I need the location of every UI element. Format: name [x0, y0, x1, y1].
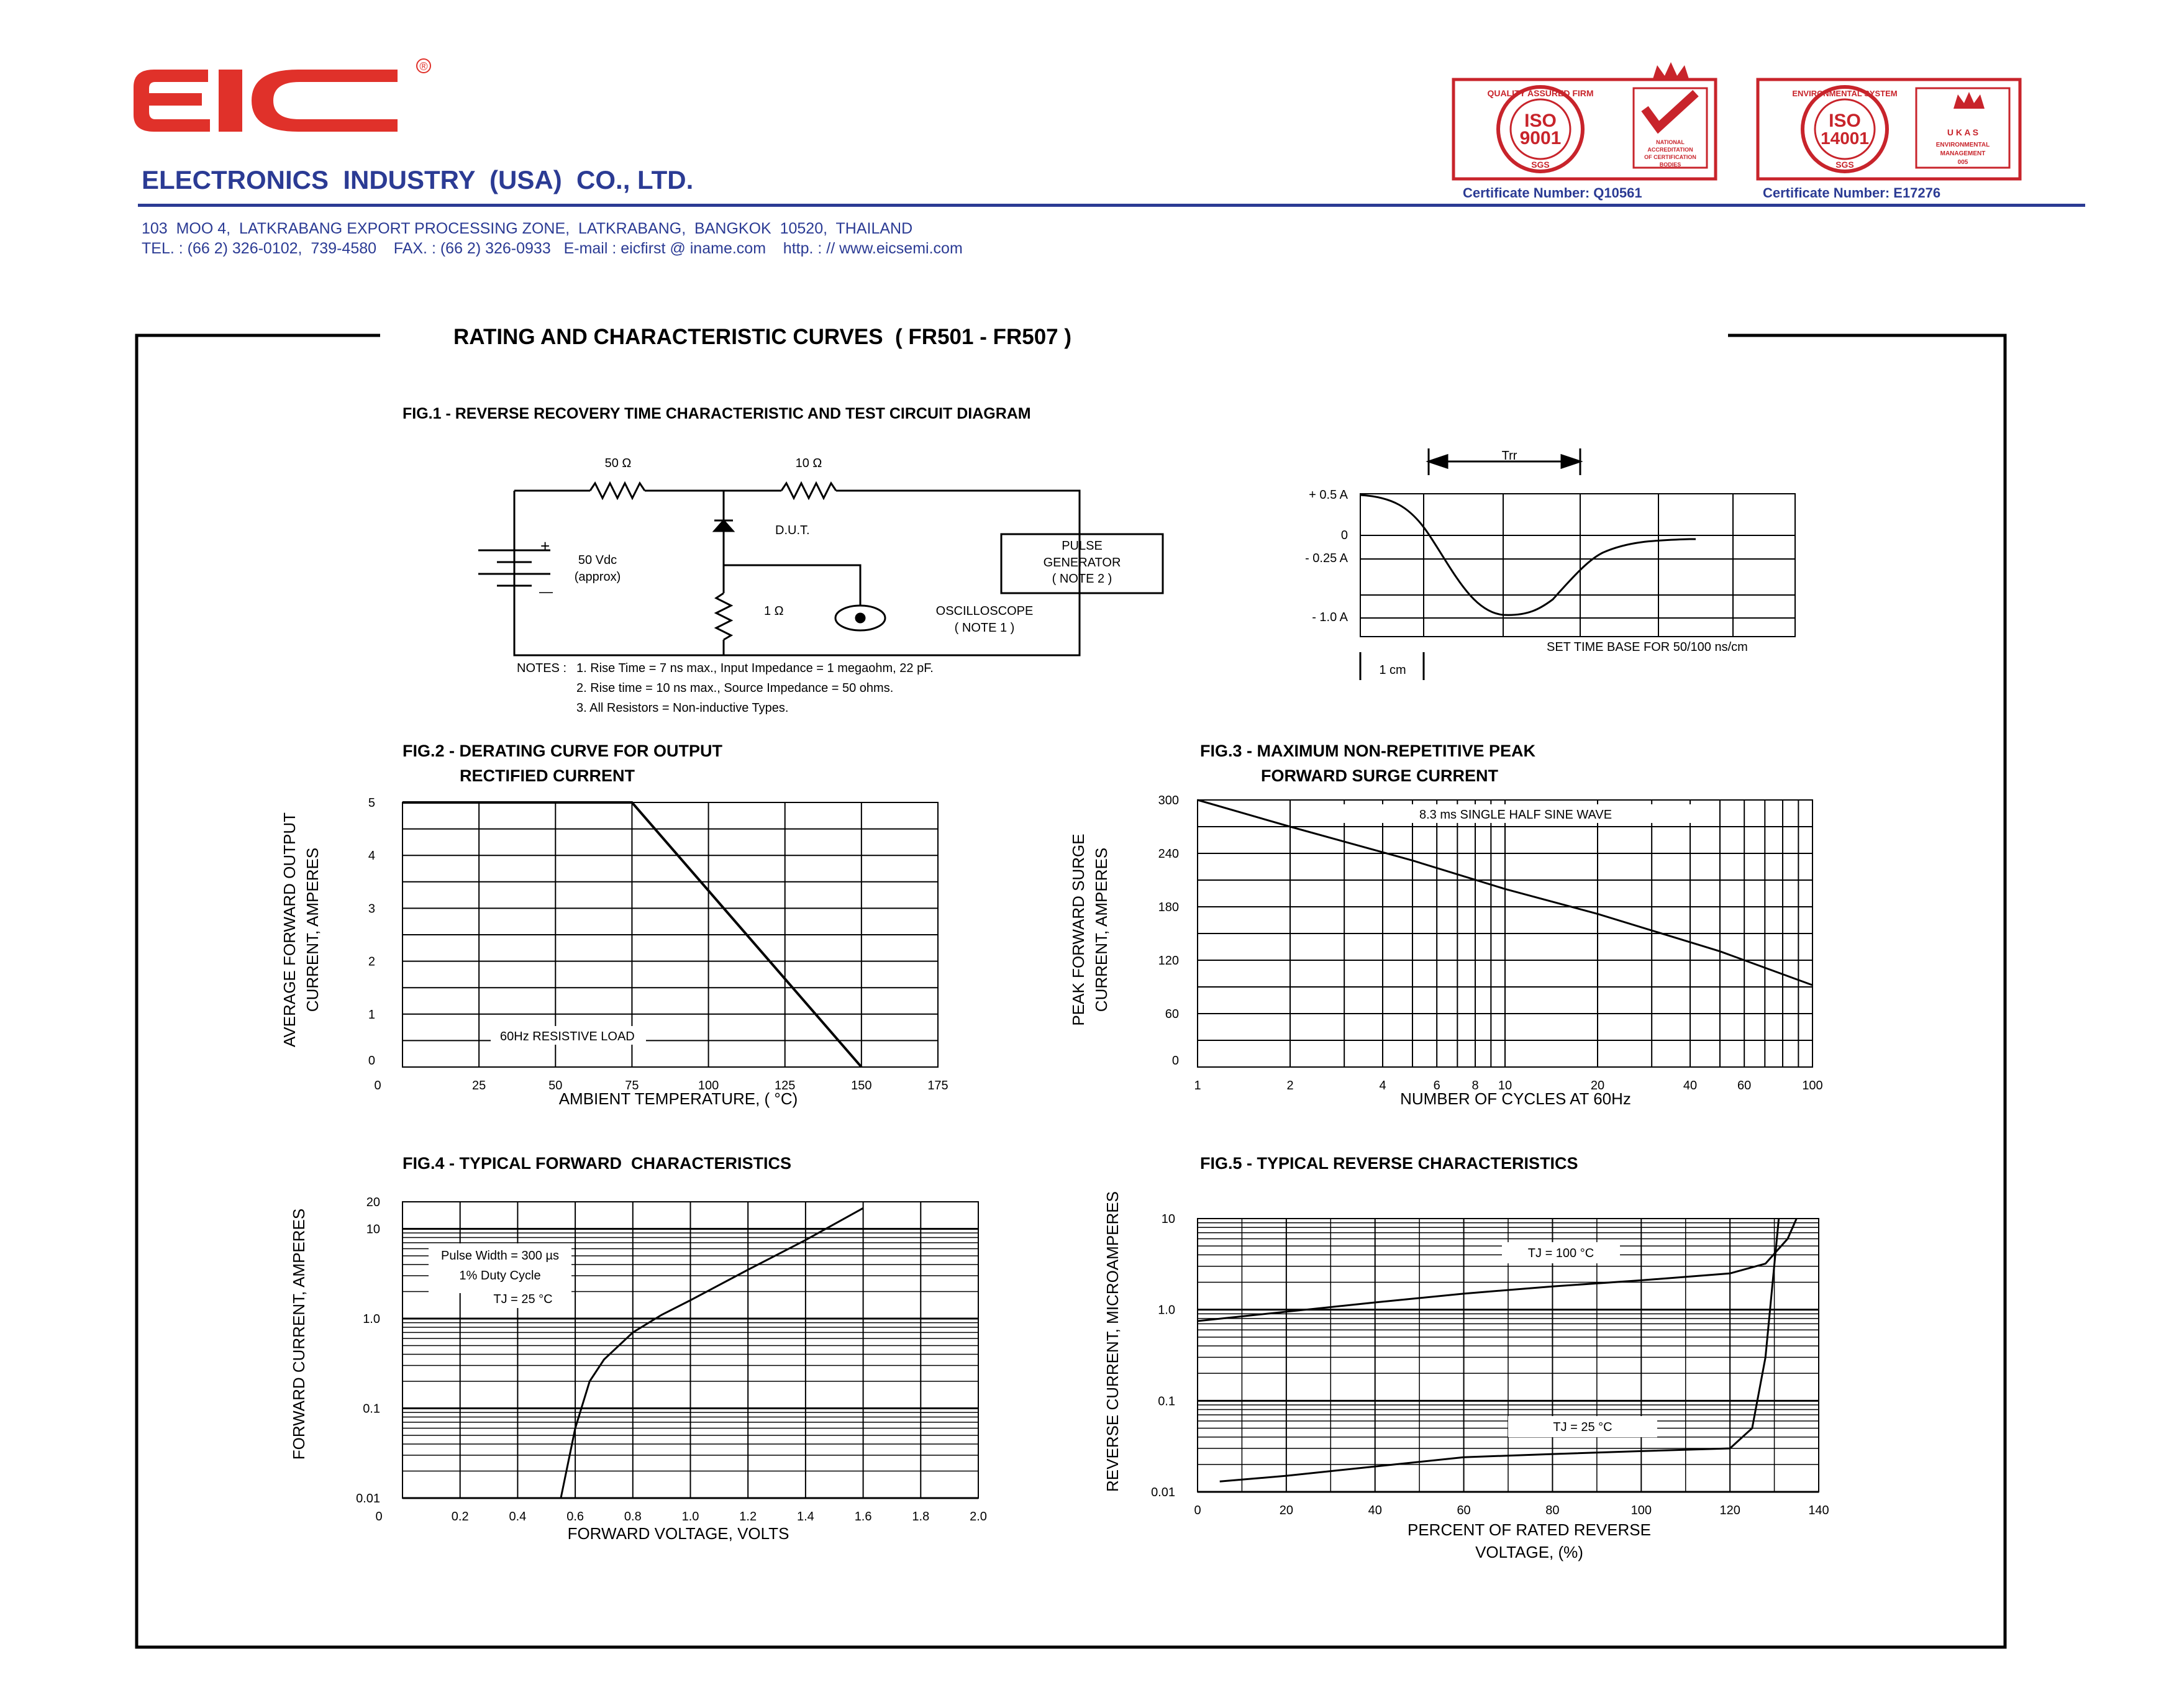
- svg-text:QUALITY ASSURED FIRM: QUALITY ASSURED FIRM: [1487, 88, 1594, 98]
- fig3-xtick: 20: [1590, 1079, 1605, 1092]
- svg-text:Trr: Trr: [1501, 449, 1517, 463]
- fig4-xtick: 0: [375, 1510, 383, 1524]
- svg-text:MANAGEMENT: MANAGEMENT: [1940, 150, 1986, 157]
- fig3-ylabel-line2: CURRENT, AMPERES: [1092, 847, 1111, 1012]
- dut-label: D.U.T.: [775, 524, 810, 537]
- fig4-xtick: 0.2: [451, 1510, 469, 1524]
- registered-mark: ®: [419, 60, 428, 73]
- fig3-ytick: 240: [1158, 847, 1179, 861]
- iso-9001-badge: [1453, 62, 1716, 179]
- fig2-ytick: 5: [368, 796, 375, 810]
- fig5-xtick: 40: [1368, 1504, 1382, 1517]
- fig3-xtick: 40: [1683, 1079, 1698, 1092]
- svg-text:SGS: SGS: [1531, 160, 1550, 170]
- trr-curve: [1360, 495, 1696, 615]
- eic-logo: [99, 59, 430, 132]
- note-2: 2. Rise time = 10 ns max., Source Impedance = 50 ohms.: [576, 681, 894, 695]
- fig3-chart: [1069, 794, 1823, 1108]
- fig3-xtick: 60: [1737, 1079, 1752, 1092]
- fig5-ytick: 10: [1161, 1212, 1175, 1226]
- svg-text:+ 0.5 A: + 0.5 A: [1309, 488, 1348, 502]
- fig2-xtick: 0: [374, 1079, 381, 1092]
- fig4-chart: [289, 1196, 987, 1543]
- fig5-ytick: 0.1: [1158, 1394, 1175, 1409]
- fig3-xtick: 2: [1286, 1079, 1294, 1092]
- svg-text:( NOTE 1 ): ( NOTE 1 ): [954, 621, 1015, 635]
- fig4-xtick: 0.6: [566, 1510, 584, 1524]
- note-1: 1. Rise Time = 7 ns max., Input Impedance = 1 megaohm, 22 pF.: [576, 661, 934, 675]
- svg-text:OF CERTIFICATION: OF CERTIFICATION: [1644, 154, 1696, 160]
- timebase-label: SET TIME BASE FOR 50/100 ns/cm: [1547, 640, 1748, 654]
- fig3-xtick: 10: [1498, 1079, 1512, 1092]
- fig5-xtick: 80: [1545, 1504, 1560, 1517]
- resistor-1-ohm: [716, 593, 731, 640]
- fig4-ytick: 0.01: [356, 1492, 380, 1506]
- trr-waveform-plot: [1305, 448, 1795, 680]
- fig1-title: FIG.1 - REVERSE RECOVERY TIME CHARACTERISTIC AND TEST CIRCUIT DIAGRAM: [403, 405, 1031, 422]
- fig3-ytick: 60: [1165, 1007, 1179, 1021]
- svg-text:50 Vdc: 50 Vdc: [578, 553, 617, 567]
- fig5-annotation-cold: TJ = 25 °C: [1553, 1420, 1612, 1434]
- svg-text:+: +: [540, 537, 550, 555]
- fig4-xtick: 0.8: [624, 1510, 642, 1524]
- fig5-xtick: 60: [1457, 1504, 1471, 1517]
- dut-diode-icon: [714, 520, 733, 531]
- fig3-xtick: 1: [1194, 1079, 1201, 1092]
- fig2-xlabel: AMBIENT TEMPERATURE, ( °C): [558, 1089, 798, 1108]
- fig2-xtick: 175: [927, 1079, 948, 1092]
- svg-text:ENVIRONMENTAL SYSTEM: ENVIRONMENTAL SYSTEM: [1792, 89, 1898, 98]
- fig5-xtick: 140: [1808, 1504, 1829, 1517]
- certificate-number-2: Certificate Number: E17276: [1763, 185, 1941, 201]
- svg-text:50 Ω: 50 Ω: [604, 457, 632, 470]
- fig2-xtick: 50: [548, 1079, 563, 1092]
- arrow-right-icon: [1562, 455, 1580, 468]
- fig2-ytick: 4: [368, 849, 375, 863]
- fig4-annotation-2: 1% Duty Cycle: [459, 1269, 541, 1283]
- fig5-xlabel-line2: VOLTAGE, (%): [1475, 1543, 1583, 1561]
- svg-text:14001: 14001: [1821, 129, 1869, 148]
- resistor-50-ohm: [590, 483, 645, 498]
- svg-text:PULSE: PULSE: [1062, 539, 1103, 553]
- fig4-forward-curve: [561, 1208, 863, 1498]
- fig4-annotation-3: TJ = 25 °C: [493, 1292, 553, 1306]
- fig5-chart: [1103, 1191, 1829, 1561]
- fig2-xtick: 150: [851, 1079, 872, 1092]
- certificate-number-1: Certificate Number: Q10561: [1463, 185, 1642, 201]
- fig5-xtick: 100: [1630, 1504, 1652, 1517]
- fig4-xtick: 1.4: [796, 1510, 814, 1524]
- svg-text:0: 0: [1340, 529, 1348, 542]
- svg-text:9001: 9001: [1519, 128, 1562, 148]
- crown-icon: [1652, 62, 1690, 81]
- svg-text:GENERATOR: GENERATOR: [1043, 556, 1121, 570]
- fig2-ytick: 3: [368, 902, 375, 916]
- svg-text:1 cm: 1 cm: [1379, 663, 1406, 677]
- svg-text:ENVIRONMENTAL: ENVIRONMENTAL: [1935, 142, 1990, 148]
- fig5-ylabel: REVERSE CURRENT, MICROAMPERES: [1103, 1191, 1122, 1492]
- notes-label: NOTES :: [517, 661, 567, 675]
- fig2-chart: [280, 796, 948, 1108]
- fig5-ytick: 0.01: [1151, 1486, 1175, 1499]
- fig3-xlabel: NUMBER OF CYCLES AT 60Hz: [1400, 1089, 1631, 1108]
- company-name: ELECTRONICS INDUSTRY (USA) CO., LTD.: [142, 165, 694, 194]
- fig2-xtick: 75: [625, 1079, 639, 1092]
- svg-text:—: —: [539, 584, 553, 599]
- fig4-xtick: 1.6: [854, 1510, 872, 1524]
- fig5-xtick: 0: [1194, 1504, 1201, 1517]
- svg-text:1 Ω: 1 Ω: [764, 604, 784, 618]
- svg-text:U K A S: U K A S: [1947, 127, 1979, 137]
- svg-text:( NOTE 2 ): ( NOTE 2 ): [1052, 572, 1112, 586]
- fig4-ylabel: FORWARD CURRENT, AMPERES: [289, 1208, 308, 1460]
- svg-text:10 Ω: 10 Ω: [795, 457, 822, 470]
- fig5-xtick: 20: [1279, 1504, 1293, 1517]
- fig2-xtick: 100: [698, 1079, 719, 1092]
- fig3-xtick: 100: [1802, 1079, 1823, 1092]
- fig4-xtick: 0.4: [509, 1510, 527, 1524]
- fig3-xtick: 4: [1379, 1079, 1386, 1092]
- fig2-ytick: 2: [368, 955, 375, 969]
- svg-text:005: 005: [1957, 159, 1968, 166]
- fig2-annotation: 60Hz RESISTIVE LOAD: [500, 1030, 635, 1043]
- fig3-ytick: 0: [1171, 1054, 1179, 1068]
- fig2-ylabel-line1: AVERAGE FORWARD OUTPUT: [280, 812, 299, 1047]
- fig5-xlabel-line1: PERCENT OF RATED REVERSE: [1408, 1520, 1651, 1539]
- svg-text:ISO: ISO: [1829, 111, 1861, 131]
- fig3-ytick: 300: [1158, 794, 1179, 807]
- svg-text:BODIES: BODIES: [1659, 161, 1681, 168]
- arrow-left-icon: [1429, 455, 1447, 468]
- fig4-xtick: 1.2: [739, 1510, 757, 1524]
- fig5-ytick: 1.0: [1158, 1303, 1175, 1317]
- fig2-xtick: 125: [775, 1079, 796, 1092]
- svg-text:- 0.25 A: - 0.25 A: [1305, 552, 1348, 565]
- iso-14001-badge: [1758, 79, 2020, 179]
- fig3-title-line2: FORWARD SURGE CURRENT: [1261, 766, 1499, 785]
- svg-text:SGS: SGS: [1835, 160, 1854, 170]
- fig5-curve-25c: [1220, 1219, 1779, 1481]
- fig4-ytick: 1.0: [363, 1312, 380, 1326]
- fig3-annotation: 8.3 ms SINGLE HALF SINE WAVE: [1419, 808, 1612, 822]
- fig2-ylabel-line2: CURRENT, AMPERES: [303, 847, 322, 1012]
- header-divider: [138, 204, 2085, 207]
- fig4-xtick: 2.0: [970, 1510, 987, 1524]
- fig4-annotation-1: Pulse Width = 300 µs: [441, 1249, 559, 1263]
- fig2-title-line1: FIG.2 - DERATING CURVE FOR OUTPUT: [403, 742, 723, 760]
- fig5-title: FIG.5 - TYPICAL REVERSE CHARACTERISTICS: [1200, 1154, 1578, 1173]
- fig3-ylabel-line1: PEAK FORWARD SURGE: [1069, 834, 1088, 1026]
- company-address: 103 MOO 4, LATKRABANG EXPORT PROCESSING ZONE, LATKRABANG, BANGKOK 10520, THAILAND: [142, 220, 913, 237]
- svg-text:OSCILLOSCOPE: OSCILLOSCOPE: [935, 604, 1034, 618]
- fig4-xtick: 1.8: [912, 1510, 930, 1524]
- fig3-xtick: 8: [1471, 1079, 1479, 1092]
- check-icon: [1645, 93, 1696, 127]
- fig2-xtick: 25: [472, 1079, 486, 1092]
- fig5-annotation-hot: TJ = 100 °C: [1527, 1247, 1594, 1260]
- fig4-ytick: 20: [366, 1196, 380, 1209]
- fig4-xlabel: FORWARD VOLTAGE, VOLTS: [567, 1524, 789, 1543]
- svg-text:NATIONAL: NATIONAL: [1656, 139, 1685, 145]
- resistor-10-ohm: [781, 483, 836, 498]
- fig2-title-line2: RECTIFIED CURRENT: [460, 766, 635, 785]
- fig3-title-line1: FIG.3 - MAXIMUM NON-REPETITIVE PEAK: [1200, 742, 1536, 760]
- svg-text:ISO: ISO: [1524, 111, 1557, 131]
- fig4-ytick: 0.1: [363, 1402, 380, 1416]
- fig4-ytick: 10: [366, 1222, 380, 1237]
- fig4-title: FIG.4 - TYPICAL FORWARD CHARACTERISTICS: [403, 1154, 792, 1173]
- fig3-ytick: 120: [1158, 954, 1179, 968]
- svg-text:(approx): (approx): [574, 570, 621, 584]
- fig3-xtick: 6: [1433, 1079, 1440, 1092]
- note-3: 3. All Resistors = Non-inductive Types.: [576, 701, 789, 715]
- fig2-ytick: 1: [368, 1007, 375, 1022]
- fig4-xtick: 1.0: [681, 1510, 699, 1524]
- fig5-xtick: 120: [1719, 1504, 1740, 1517]
- company-contact: TEL. : (66 2) 326-0102, 739-4580 FAX. : (66 2) 326-0933 E-mail : eicfirst @ iname.com http. : // www.eicsemi.com: [142, 240, 963, 257]
- svg-text:ACCREDITATION: ACCREDITATION: [1647, 147, 1693, 153]
- fig2-ytick: 0: [368, 1054, 375, 1068]
- fig3-ytick: 180: [1158, 901, 1179, 914]
- fig5-curve-100c: [1198, 1219, 1796, 1321]
- page-title: RATING AND CHARACTERISTIC CURVES ( FR501 - FR507 ): [453, 325, 1072, 349]
- svg-text:- 1.0 A: - 1.0 A: [1312, 611, 1348, 624]
- crown-icon-2: [1953, 92, 1985, 109]
